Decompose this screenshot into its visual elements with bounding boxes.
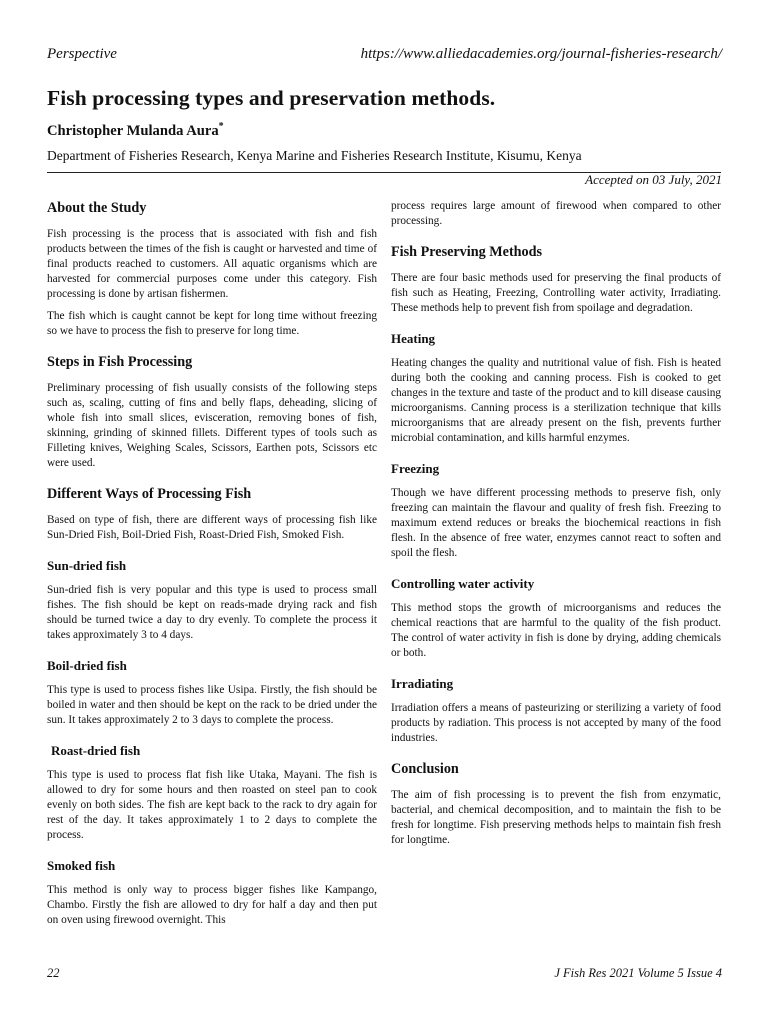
paragraph-continued: process requires large amount of firewood when compared to other processing. — [391, 200, 721, 227]
article-title: Fish processing types and preservation methods. — [47, 86, 496, 110]
paragraph: The fish which is caught cannot be kept for long time without freezing so we have to process the fish to preserve for long time. — [47, 310, 377, 337]
article-type-label: Perspective — [47, 46, 117, 62]
journal-url[interactable]: https://www.alliedacademies.org/journal-fisheries-research/ — [360, 46, 722, 62]
section-heading-ways: Different Ways of Processing Fish — [47, 486, 252, 502]
author-name: Christopher Mulanda Aura — [47, 122, 219, 139]
section-heading-conclusion: Conclusion — [391, 761, 459, 777]
subsection-heading-smoked: Smoked fish — [47, 858, 116, 873]
paragraph: Though we have different processing methods to preserve fish, only freezing can maintain the flavour and quality of fresh fish. Freezing to maximum extend reduces or breaks the biochemical reactions in fish flesh. In the absence of free water, enzymes cannot react to soften and spoil the flesh. — [391, 487, 721, 559]
paragraph: Sun-dried fish is very popular and this type is used to process small fishes. The fish should be kept on reads-made drying rack and fish should be turned twice a day to dry evenly. To complete the process it takes approximately 3 to 4 days. — [47, 584, 377, 641]
author-line — [47, 121, 224, 140]
paragraph: Irradiation offers a means of pasteurizing or sterilizing a variety of food products by radiation. This process is not accepted by many of the food industries. — [391, 702, 721, 744]
author-mark: * — [218, 121, 224, 132]
subsection-heading-irradiating: Irradiating — [391, 676, 454, 691]
journal-citation: J Fish Res 2021 Volume 5 Issue 4 — [554, 966, 722, 980]
subsection-heading-roast-dried: Roast-dried fish — [51, 743, 141, 758]
paragraph: Fish processing is the process that is associated with fish and fish products between the times of the fish is caught or harvested and time of final products reached to customers. All aquatic organisms which are harvested for commercial purposes come under this category. Fish processing is done by artisan fishermen. — [47, 228, 377, 300]
section-heading-about: About the Study — [47, 200, 147, 216]
paragraph: Heating changes the quality and nutritional value of fish. Fish is heated during both the cooking and canning process. Fish is cooked to get changes in the texture and taste of the product and to kill disease causing microorganisms. Canning process is a sterilization technique that kills microorganisms that are already present on the fish, prevents further microbial contamination, and kills harmful enzymes. — [391, 357, 721, 444]
paragraph: The aim of fish processing is to prevent the fish from enzymatic, bacterial, and chemical decomposition, and to maintain the fish to be fresh for longtime. Fish preserving methods helps to maintain fish fresh for longtime. — [391, 789, 721, 846]
subsection-heading-boil-dried: Boil-dried fish — [47, 658, 127, 673]
subsection-heading-freezing: Freezing — [391, 461, 440, 476]
page-number: 22 — [47, 966, 60, 980]
paragraph: This method stops the growth of microorganisms and reduces the chemical reactions that are harmful to the quality of the fish product. The control of water activity in fish is done by drying, adding chemicals or both. — [391, 602, 721, 659]
paragraph: There are four basic methods used for preserving the final products of fish such as Heating, Freezing, Controlling water activity, Irradiating. These methods help to prevent fish from spoilage and degradation. — [391, 272, 721, 314]
paragraph: Preliminary processing of fish usually consists of the following steps such as, scaling, cutting of fins and belly flaps, deheading, slicing of whole fish into small slices, evisceration, removing bones of fish, skinning, grinding of skinned fillets. Different types of tools such as Filleting knives, Weighing Scales, Scissors, Earthen pots, Scissors etc were used. — [47, 382, 377, 469]
paragraph: Based on type of fish, there are different ways of processing fish like Sun-Dried Fish, Boil-Dried Fish, Roast-Dried Fish, Smoked Fish. — [47, 514, 377, 541]
accepted-date: Accepted on 03 July, 2021 — [585, 172, 722, 187]
section-heading-steps: Steps in Fish Processing — [47, 354, 193, 370]
paragraph: This method is only way to process bigger fishes like Kampango, Chambo. Firstly the fish are allowed to dry for half a day and then put on oven using firewood overnight. This — [47, 884, 377, 926]
paragraph: This type is used to process flat fish like Utaka, Mayani. The fish is allowed to dry for some hours and then roasted on steel pan to cook evenly on both sides. The fish are kept back to the rack to dry again for rest of the day. It takes approximately 1 to 2 days to complete the process. — [47, 769, 377, 841]
section-heading-preserving: Fish Preserving Methods — [391, 244, 543, 260]
affiliation: Department of Fisheries Research, Kenya Marine and Fisheries Research Institute, Kisumu, Kenya — [47, 148, 582, 163]
right-column — [391, 199, 721, 855]
paragraph: This type is used to process fishes like Usipa. Firstly, the fish should be boiled in water and then should be kept on the rack to be dried under the sun. It takes approximately 2 to 3 days to complete the process. — [47, 684, 377, 726]
left-column — [47, 199, 377, 935]
subsection-heading-sun-dried: Sun-dried fish — [47, 558, 127, 573]
subsection-heading-water-activity: Controlling water activity — [391, 576, 535, 591]
subsection-heading-heating: Heating — [391, 331, 436, 346]
